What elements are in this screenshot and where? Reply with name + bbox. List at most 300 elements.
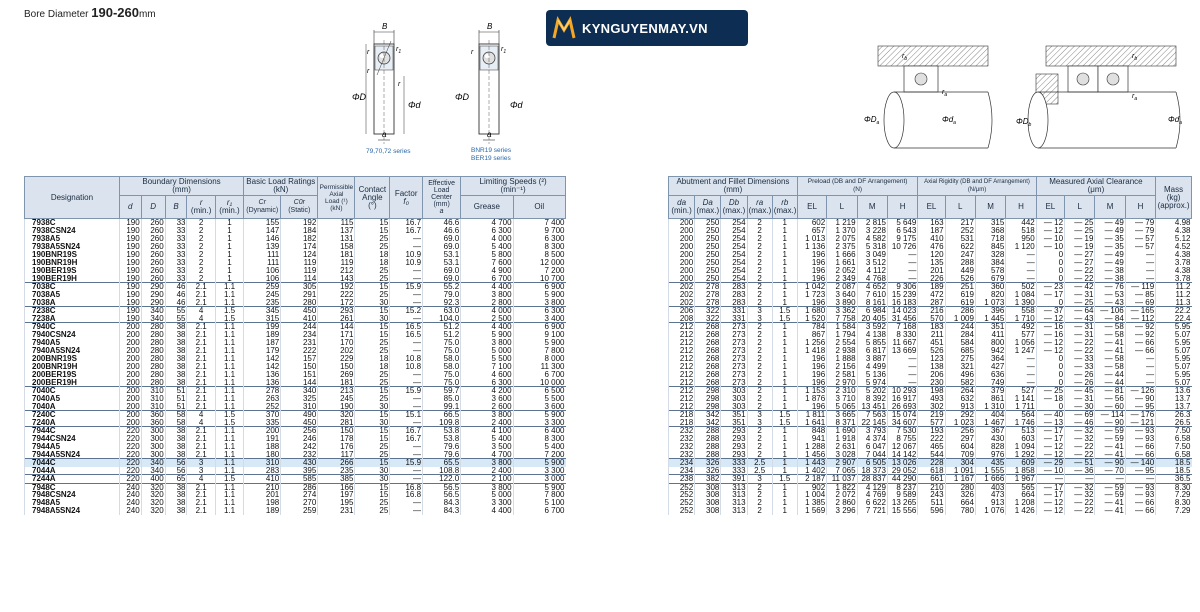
table-cell: 33 (165, 219, 187, 227)
table-cell: — 79 (1125, 227, 1155, 235)
table-cell: 450 (281, 419, 318, 427)
table-cell: 190 (119, 251, 141, 259)
designation-cell: 7948A5SN24 (25, 507, 120, 515)
table-row (669, 475, 1192, 484)
table-cell: 313 (721, 499, 747, 507)
table-cell: 179 (244, 347, 281, 355)
table-cell: 15 (355, 483, 390, 491)
table-cell: 124 (281, 251, 318, 259)
table-cell: 1.1 (215, 379, 243, 387)
table-cell: — 12 (1036, 443, 1064, 451)
table-cell: 664 (945, 499, 975, 507)
table-cell: 657 (797, 227, 826, 235)
table-cell: — 12 (1036, 451, 1064, 459)
table-cell: 1 (772, 491, 797, 499)
table-cell: 1.1 (215, 347, 243, 355)
table-cell: 411 (975, 331, 1005, 339)
table-cell: 69.0 (423, 267, 461, 275)
table-cell: — (390, 275, 423, 283)
table-cell: 38 (165, 491, 187, 499)
table-cell: 1 (772, 219, 797, 227)
table-cell: — 44 (1095, 371, 1125, 379)
table-cell: 26.5 (1156, 419, 1192, 427)
table-cell: 16.5 (390, 331, 423, 339)
table-cell: 10.9 (390, 259, 423, 267)
table-cell: — (1006, 267, 1036, 275)
table-cell: 75.0 (423, 379, 461, 387)
table-cell: 190 (119, 299, 141, 307)
table-cell: 333 (721, 459, 747, 467)
table-cell: 187 (918, 227, 945, 235)
table-cell: 33 (165, 243, 187, 251)
table-cell: 577 (918, 419, 945, 427)
table-cell: — 59 (1095, 427, 1125, 435)
designation-cell: 7038C (25, 283, 120, 291)
table-cell: 196 (797, 259, 826, 267)
table-cell: 213 (318, 387, 355, 395)
table-cell: 10.8 (390, 363, 423, 371)
table-cell: 25 (355, 451, 390, 459)
table-cell: 379 (975, 387, 1005, 395)
table-cell: 212 (669, 379, 695, 387)
designation-cell: 7944A5 (25, 443, 120, 451)
table-cell: 320 (141, 483, 165, 491)
table-cell: 3 228 (857, 227, 887, 235)
table-cell: 16.7 (390, 427, 423, 435)
table-row (669, 403, 1192, 411)
table-cell: 7 600 (461, 259, 513, 267)
table-cell: — (1125, 267, 1155, 275)
table-cell: 618 (918, 467, 945, 475)
designation-cell: 190BER19H (25, 275, 120, 283)
table-cell: — 29 (1036, 459, 1064, 467)
table-cell: — 85 (1125, 291, 1155, 299)
table-cell: 410 (918, 235, 945, 243)
table-cell: 1.1 (215, 291, 243, 299)
table-cell: 596 (918, 507, 945, 515)
table-cell: 1 (772, 395, 797, 403)
group-boundary-dimensions: Boundary Dimensions (mm) (119, 177, 243, 196)
table-cell: 25 (355, 235, 390, 243)
table-cell: 3 300 (513, 419, 565, 427)
table-cell: — 126 (1125, 387, 1155, 395)
table-cell: 29 052 (887, 467, 917, 475)
table-cell: — 31 (1065, 291, 1095, 299)
table-row (25, 283, 566, 291)
table-cell: 5.95 (1156, 371, 1192, 379)
table-cell: 2.1 (187, 387, 215, 395)
table-cell: 138 (918, 363, 945, 371)
table-cell: 206 (669, 307, 695, 315)
table-cell: 8 755 (887, 435, 917, 443)
table-row (25, 331, 566, 339)
table-cell: 303 (721, 403, 747, 411)
label-r1: $r_1$ (501, 46, 507, 55)
table-cell: 278 (695, 283, 721, 291)
table-cell: — 22 (1065, 507, 1095, 515)
table-row (25, 371, 566, 379)
table-cell: — (390, 451, 423, 459)
table-cell: 298 (695, 395, 721, 403)
table-cell: 5 202 (857, 387, 887, 395)
table-row (25, 427, 566, 435)
table-cell: 234 (669, 467, 695, 475)
table-cell: 308 (695, 499, 721, 507)
table-cell: 1 822 (827, 483, 857, 491)
table-cell: — 84 (1095, 315, 1125, 323)
table-cell: 5 800 (461, 251, 513, 259)
table-cell: — (1125, 259, 1155, 267)
table-cell: — (390, 467, 423, 475)
table-cell: 331 (721, 307, 747, 315)
table-cell: — (390, 499, 423, 507)
table-cell: 3 500 (461, 443, 513, 451)
table-cell: 176 (318, 443, 355, 451)
table-cell: 3 890 (827, 299, 857, 307)
designation-cell: 7940A5SN24 (25, 347, 120, 355)
table-row (25, 435, 566, 443)
table-cell: 196 (797, 403, 826, 411)
table-cell: 6 700 (513, 507, 565, 515)
table-cell: 59.7 (423, 387, 461, 395)
table-cell: 13 265 (887, 499, 917, 507)
table-cell: 2 (747, 331, 772, 339)
col-clearance-l: L (1065, 196, 1095, 219)
table-cell: 1 555 (975, 467, 1005, 475)
table-cell: — 57 (1125, 235, 1155, 243)
table-cell: — 27 (1065, 259, 1095, 267)
page-title: Bore Diameter 190-260mm (24, 5, 156, 20)
table-cell: — 57 (1125, 243, 1155, 251)
table-cell: 268 (695, 323, 721, 331)
table-cell: 15 (355, 307, 390, 315)
col-grease: Grease (461, 196, 513, 219)
table-cell: 11.2 (1156, 283, 1192, 291)
table-cell: 7 800 (513, 491, 565, 499)
label-r-right: r (398, 81, 401, 88)
table-cell: 1 (772, 243, 797, 251)
table-cell: 13.7 (1156, 395, 1192, 403)
table-cell: 212 (669, 395, 695, 403)
table-cell: 2 (747, 259, 772, 267)
table-cell: — 58 (1095, 323, 1125, 331)
table-cell: 254 (721, 251, 747, 259)
table-row (669, 451, 1192, 459)
table-cell: 1 (772, 363, 797, 371)
table-cell: 26 693 (887, 403, 917, 411)
table-cell: 313 (721, 491, 747, 499)
table-cell: 240 (119, 499, 141, 507)
table-cell: 1 042 (797, 283, 826, 291)
table-row (669, 507, 1192, 515)
table-cell: 250 (695, 243, 721, 251)
table-cell: 2 (747, 379, 772, 387)
table-cell: 13 026 (887, 459, 917, 467)
table-cell: 2 (747, 427, 772, 435)
designation-cell: 7244A (25, 475, 120, 484)
table-cell: 3 (747, 307, 772, 315)
table-cell: 0 (1036, 267, 1064, 275)
table-cell: 340 (141, 315, 165, 323)
table-cell: 18 (355, 259, 390, 267)
table-cell: 1 661 (827, 259, 857, 267)
table-cell: 20 405 (857, 315, 887, 323)
table-cell: 38 (165, 339, 187, 347)
table-cell: 7 400 (513, 219, 565, 227)
table-cell: — (1006, 371, 1036, 379)
table-cell: 2 400 (461, 419, 513, 427)
table-cell: 1.1 (215, 331, 243, 339)
table-cell: 1 120 (1006, 243, 1036, 251)
table-cell: 5 500 (513, 395, 565, 403)
table-cell: 38 (165, 499, 187, 507)
table-cell: 661 (918, 475, 945, 484)
table-cell: 65.5 (423, 459, 461, 467)
table-cell: 106 (244, 275, 281, 283)
designation-cell: 7940CSN24 (25, 331, 120, 339)
table-cell: 190 (119, 275, 141, 283)
table-cell: 2.1 (187, 299, 215, 307)
table-cell: — 66 (1125, 507, 1155, 515)
table-cell: 950 (1006, 235, 1036, 243)
table-cell: 5.07 (1156, 347, 1192, 355)
table-cell: 320 (141, 507, 165, 515)
table-cell: — 33 (1065, 363, 1095, 371)
table-cell: 150 (281, 363, 318, 371)
designation-cell: 7040A5 (25, 395, 120, 403)
designation-cell: 7044C (25, 459, 120, 467)
table-cell: 1 094 (1006, 443, 1036, 451)
table-cell: 609 (1006, 459, 1036, 467)
table-cell: 46.6 (423, 227, 461, 235)
table-cell: 183 (918, 323, 945, 331)
table-cell: 273 (721, 339, 747, 347)
table-cell: 1 167 (945, 475, 975, 484)
table-cell: 15 (355, 323, 390, 331)
table-cell: 2.1 (187, 499, 215, 507)
table-cell: 1 385 (797, 499, 826, 507)
table-cell: 44 290 (887, 475, 917, 484)
table-cell: 142 (244, 355, 281, 363)
table-cell: 1 (772, 291, 797, 299)
table-cell: — 41 (1095, 499, 1125, 507)
table-row (25, 227, 566, 235)
table-cell: 4 400 (461, 283, 513, 291)
table-cell: 200 (669, 251, 695, 259)
table-cell: 202 (669, 291, 695, 299)
table-cell: 189 (918, 283, 945, 291)
table-cell: 7.29 (1156, 491, 1192, 499)
table-cell: 6.58 (1156, 435, 1192, 443)
table-cell: 202 (669, 283, 695, 291)
table-cell: 2 815 (857, 219, 887, 227)
table-cell: 200 (119, 387, 141, 395)
table-cell: 1 (215, 251, 243, 259)
table-cell: 53.1 (423, 251, 461, 259)
table-cell: 6 300 (461, 227, 513, 235)
table-cell: 63.0 (423, 307, 461, 315)
table-cell: 410 (281, 315, 318, 323)
table-cell: 1 288 (797, 443, 826, 451)
table-cell: 5 900 (513, 459, 565, 467)
table-cell: 300 (141, 427, 165, 435)
table-cell: — 59 (1095, 435, 1125, 443)
table-row (669, 459, 1192, 467)
table-cell: 326 (945, 491, 975, 499)
table-cell: 238 (669, 475, 695, 484)
table-cell: 281 (318, 419, 355, 427)
table-cell: — 45 (1065, 387, 1095, 395)
table-cell: 308 (695, 507, 721, 515)
table-row (25, 251, 566, 259)
table-cell: — 10 (1036, 243, 1064, 251)
table-cell: 310 (244, 459, 281, 467)
table-cell: — 32 (1065, 483, 1095, 491)
table-cell: 2 (747, 267, 772, 275)
table-cell: 2.1 (187, 347, 215, 355)
table-cell: — 22 (1065, 443, 1095, 451)
table-cell: 180 (244, 451, 281, 459)
table-cell: 196 (797, 355, 826, 363)
table-cell: 5 318 (857, 243, 887, 251)
table-row (669, 347, 1192, 355)
table-row (669, 227, 1192, 235)
table-cell: 297 (945, 435, 975, 443)
table-cell: — 22 (1065, 499, 1095, 507)
table-cell: 527 (1006, 387, 1036, 395)
table-cell: 231 (281, 339, 318, 347)
table-cell: 1.5 (215, 315, 243, 323)
table-cell: 229 (318, 355, 355, 363)
table-cell: 273 (721, 371, 747, 379)
table-cell: 266 (318, 459, 355, 467)
table-cell: 391 (721, 475, 747, 484)
table-cell: 25 (355, 499, 390, 507)
table-cell: 1 858 (1006, 467, 1036, 475)
table-cell: 144 (318, 323, 355, 331)
table-cell: 273 (721, 363, 747, 371)
table-cell: 1.1 (215, 483, 243, 491)
table-cell: 280 (141, 355, 165, 363)
table-cell: 1.5 (772, 475, 797, 484)
table-cell: 65 (165, 475, 187, 484)
table-cell: — 41 (1095, 347, 1125, 355)
table-cell: 108.8 (423, 467, 461, 475)
table-cell: 298 (695, 387, 721, 395)
table-cell: 1.1 (215, 403, 243, 411)
table-cell: 320 (141, 499, 165, 507)
table-cell: 558 (1006, 307, 1036, 315)
table-cell: 472 (918, 291, 945, 299)
table-cell: 544 (918, 451, 945, 459)
table-cell: 2.1 (187, 339, 215, 347)
table-cell: 150 (318, 427, 355, 435)
table-cell: 242 (281, 443, 318, 451)
table-cell: 69.0 (423, 243, 461, 251)
table-cell: 1 076 (975, 507, 1005, 515)
table-cell: 6 900 (513, 323, 565, 331)
table-cell: 157 (281, 355, 318, 363)
table-cell: 256 (945, 427, 975, 435)
table-row (25, 491, 566, 499)
table-cell: 196 (797, 379, 826, 387)
table-row (25, 267, 566, 275)
table-cell: 8.30 (1156, 499, 1192, 507)
table-cell: 25 (355, 339, 390, 347)
table-cell: 56.5 (423, 491, 461, 499)
label-phi-da-shaft: $\Phi d_a$ (1168, 115, 1182, 126)
table-cell: — 32 (1065, 427, 1095, 435)
table-cell: 196 (797, 363, 826, 371)
table-cell: — (1125, 363, 1155, 371)
table-cell: 15 (355, 283, 390, 291)
table-cell: — 17 (1036, 435, 1064, 443)
table-row (25, 411, 566, 419)
table-cell: 254 (721, 243, 747, 251)
table-cell: 75.0 (423, 347, 461, 355)
table-cell: — 32 (1065, 435, 1095, 443)
table-cell: 151 (281, 371, 318, 379)
label-phi-d-outer: ΦD (352, 92, 367, 102)
table-cell: 244 (945, 323, 975, 331)
table-cell: 26.3 (1156, 411, 1192, 419)
table-cell: 280 (141, 371, 165, 379)
table-cell: 1 746 (1006, 419, 1036, 427)
table-cell: 496 (945, 371, 975, 379)
table-cell: 15.2 (390, 307, 423, 315)
table-cell: 51.2 (423, 323, 461, 331)
table-cell: 335 (244, 419, 281, 427)
table-cell: 188 (244, 443, 281, 451)
table-cell: — 31 (1065, 395, 1095, 403)
table-cell: 195 (318, 499, 355, 507)
table-cell: — (1036, 475, 1064, 484)
table-cell: 578 (975, 267, 1005, 275)
table-cell: 3 793 (857, 427, 887, 435)
table-cell: 636 (975, 371, 1005, 379)
table-cell: 136 (244, 371, 281, 379)
table-row (25, 275, 566, 283)
table-cell: 2 310 (827, 387, 857, 395)
table-cell: 5.12 (1156, 235, 1192, 243)
table-cell: 38 (165, 483, 187, 491)
table-cell: — (1006, 275, 1036, 283)
col-permissible-axial-load: Permissible Axial Load (¹) (kN) (318, 177, 355, 219)
table-cell: 531 (945, 235, 975, 243)
col-effective-load-center: Effective Load Center (mm) a (423, 177, 461, 219)
table-cell: 11.3 (1156, 299, 1192, 307)
label-phi-db: $\Phi D_b$ (1016, 117, 1032, 128)
table-cell: 14 142 (887, 451, 917, 459)
table-cell: 1 (772, 355, 797, 363)
table-cell: — (390, 419, 423, 427)
table-cell: 4.38 (1156, 227, 1192, 235)
table-cell: 212 (669, 387, 695, 395)
table-cell: 122.0 (423, 475, 461, 484)
table-cell: 190 (119, 291, 141, 299)
table-cell: 15 (355, 227, 390, 235)
table-cell: 38 (165, 347, 187, 355)
table-cell: — 90 (1125, 395, 1155, 403)
table-cell: — (887, 355, 917, 363)
table-cell: 526 (945, 275, 975, 283)
table-row (25, 387, 566, 395)
table-cell: 201 (918, 267, 945, 275)
table-cell: 15 (355, 459, 390, 467)
table-cell: 218 (669, 411, 695, 419)
table-cell: 1 208 (1006, 499, 1036, 507)
table-cell: 202 (669, 299, 695, 307)
